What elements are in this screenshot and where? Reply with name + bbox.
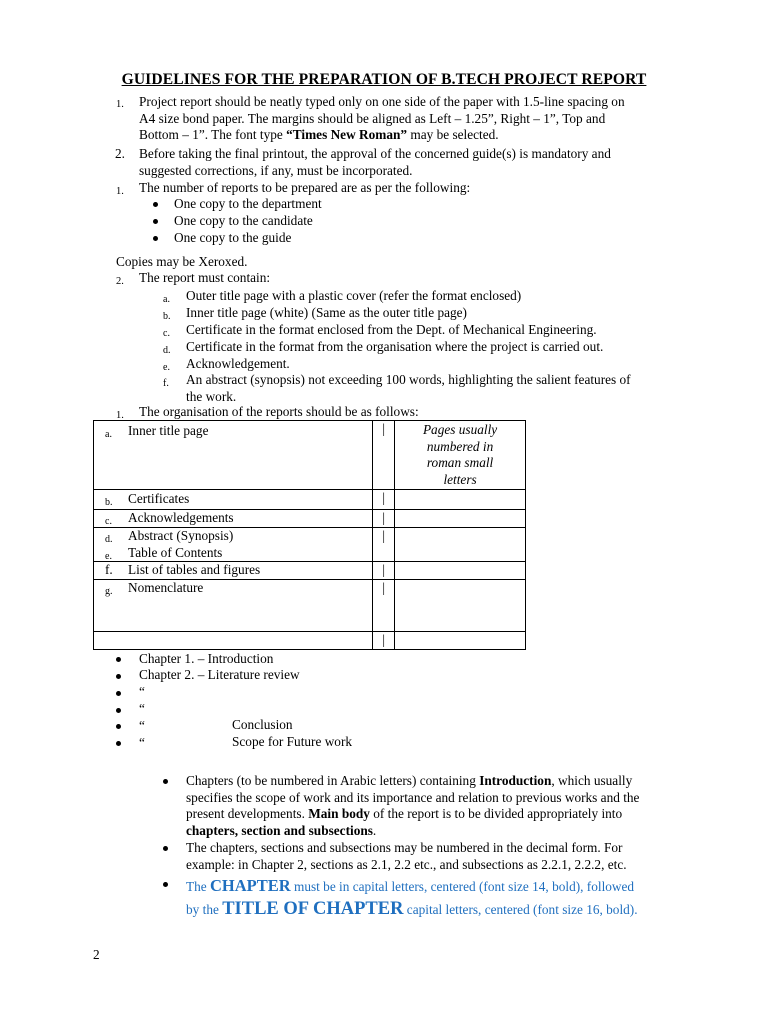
bullet-icon xyxy=(116,724,121,729)
chapter-item: “ xyxy=(139,684,145,699)
table-cell xyxy=(395,631,526,649)
list-item: Acknowledgement. xyxy=(186,356,290,371)
table-row xyxy=(94,631,526,649)
row-label: Abstract (Synopsis) xyxy=(128,527,234,543)
divider-mark: | xyxy=(382,561,385,577)
paragraph-formatting xyxy=(139,94,719,144)
list-item: Certificate in the format from the organisation where the project is carried out. xyxy=(186,339,604,354)
organisation-table xyxy=(93,420,526,650)
paragraph-numbering xyxy=(186,840,720,873)
text-line: chapters, section and subsections. xyxy=(186,823,377,839)
table-row xyxy=(94,527,526,561)
section-text: The number of reports to be prepared are as per the following: xyxy=(139,180,471,195)
chapter-item: “ xyxy=(139,735,145,750)
divider-mark: | xyxy=(382,509,385,525)
item-letter: c. xyxy=(163,328,170,339)
text-line: the work. xyxy=(186,388,237,404)
bullet-icon xyxy=(116,657,121,662)
table-cell xyxy=(94,527,373,561)
list-item xyxy=(186,372,720,405)
table-cell xyxy=(373,527,395,561)
section-text: The organisation of the reports should be as follows: xyxy=(139,404,419,419)
item-letter: b. xyxy=(163,311,171,322)
item-letter: a. xyxy=(105,429,112,440)
chapter-item: Chapter 2. – Literature review xyxy=(139,667,300,682)
table-cell xyxy=(94,579,373,631)
bullet-icon xyxy=(153,202,158,207)
bullet-icon xyxy=(163,882,168,887)
paragraph-chapter-style xyxy=(186,874,726,921)
text-line: Bottom – 1”. The font type “Times New Roman” may be selected. xyxy=(139,127,499,143)
table-cell xyxy=(94,631,373,649)
text-line: Chapters (to be numbered in Arabic letters) containing Introduction, which usually xyxy=(186,773,633,788)
item-letter: c. xyxy=(105,515,112,527)
row-label: Table of Contents xyxy=(128,544,223,560)
list-number: 2. xyxy=(115,146,125,161)
bullet-icon xyxy=(116,674,121,679)
item-letter: f. xyxy=(105,561,113,577)
row-label: List of tables and figures xyxy=(128,561,261,577)
item-letter: e. xyxy=(163,362,170,373)
table-row xyxy=(94,561,526,579)
row-label: Acknowledgements xyxy=(128,509,234,525)
text-line: suggested corrections, if any, must be incorporated. xyxy=(139,162,413,178)
item-letter: d. xyxy=(163,345,171,356)
text-line: specifies the scope of work and its importance and relation to previous works and the xyxy=(186,789,640,805)
text-line: by the TITLE OF CHAPTER capital letters, centered (font size 16, bold). xyxy=(186,899,638,919)
divider-mark: | xyxy=(382,527,385,543)
item-letter: e. xyxy=(105,550,112,562)
chapter-item: Chapter 1. – Introduction xyxy=(139,651,274,666)
bullet-icon xyxy=(163,779,168,784)
table-row xyxy=(94,579,526,631)
text-line: Before taking the final printout, the approval of the concerned guide(s) is mandatory and xyxy=(139,146,611,161)
row-label: Certificates xyxy=(128,490,190,506)
table-cell xyxy=(395,561,526,579)
list-item: Inner title page (white) (Same as the outer title page) xyxy=(186,305,467,320)
list-item: One copy to the guide xyxy=(174,230,292,245)
table-cell xyxy=(395,489,526,509)
table-cell xyxy=(373,631,395,649)
table-cell xyxy=(94,489,373,509)
text-line: The CHAPTER must be in capital letters, centered (font size 14, bold), followed xyxy=(186,876,635,895)
divider-mark: | xyxy=(382,631,385,647)
text-line: example: in Chapter 2, sections as 2.1, 2.2 etc., and subsections as 2.2.1, 2.2.2, etc. xyxy=(186,856,627,872)
table-row xyxy=(94,489,526,509)
table-cell xyxy=(395,527,526,561)
item-letter: b. xyxy=(105,496,113,508)
table-cell xyxy=(373,489,395,509)
divider-mark: | xyxy=(382,489,385,505)
table-row xyxy=(94,509,526,527)
table-cell xyxy=(373,561,395,579)
item-letter: a. xyxy=(163,294,170,305)
page-title: GUIDELINES FOR THE PREPARATION OF B.TECH PROJECT REPORT xyxy=(121,71,647,88)
table-cell xyxy=(94,509,373,527)
text-line: A4 size bond paper. The margins should be aligned as Left – 1.25”, Right – 1”, Top and xyxy=(139,110,606,126)
text-line: Project report should be neatly typed only on one side of the paper with 1.5-line spacing on xyxy=(139,94,625,109)
bullet-icon xyxy=(163,846,168,851)
chapter-item: “ xyxy=(139,701,145,716)
table-cell xyxy=(395,579,526,631)
bullet-icon xyxy=(116,708,121,713)
table-cell xyxy=(373,509,395,527)
list-item: One copy to the department xyxy=(174,196,322,211)
table-cell xyxy=(373,421,395,490)
bullet-icon xyxy=(153,236,158,241)
list-item: One copy to the candidate xyxy=(174,213,313,228)
list-number: 1. xyxy=(116,99,124,110)
chapter-item-label: Conclusion xyxy=(232,717,293,732)
table-row xyxy=(94,421,526,490)
list-number: 2. xyxy=(116,276,124,287)
paragraph-approval xyxy=(139,146,719,179)
section-text: The report must contain: xyxy=(139,270,271,285)
page-number: 2 xyxy=(93,947,100,962)
item-letter: d. xyxy=(105,533,113,545)
list-item: Outer title page with a plastic cover (refer the format enclosed) xyxy=(186,288,522,303)
table-cell xyxy=(94,421,373,490)
chapter-item-label: Scope for Future work xyxy=(232,734,353,749)
item-letter: g. xyxy=(105,585,113,597)
divider-mark: | xyxy=(382,421,385,436)
list-number: 1. xyxy=(116,186,124,197)
bullet-icon xyxy=(116,691,121,696)
text-line: The chapters, sections and subsections may be numbered in the decimal form. For xyxy=(186,840,623,855)
bullet-icon xyxy=(116,741,121,746)
list-number: 1. xyxy=(116,410,124,421)
row-label: Inner title page xyxy=(128,423,209,438)
table-cell xyxy=(395,509,526,527)
paragraph-chapters xyxy=(186,773,720,840)
text-line: present developments. Main body of the report is to be divided appropriately into xyxy=(186,806,623,822)
note-text: Copies may be Xeroxed. xyxy=(116,254,248,269)
chapter-item: “ xyxy=(139,718,145,733)
table-cell xyxy=(94,561,373,579)
bullet-icon xyxy=(153,219,158,224)
divider-mark: | xyxy=(382,579,385,595)
row-label: Nomenclature xyxy=(128,579,204,595)
list-item: Certificate in the format enclosed from the Dept. of Mechanical Engineering. xyxy=(186,322,597,337)
roman-numbering-note: Pages usually numbered in roman small letters xyxy=(395,421,526,490)
text-line: An abstract (synopsis) not exceeding 100 words, highlighting the salient features of xyxy=(186,372,631,387)
item-letter: f. xyxy=(163,378,169,389)
table-cell xyxy=(373,579,395,631)
